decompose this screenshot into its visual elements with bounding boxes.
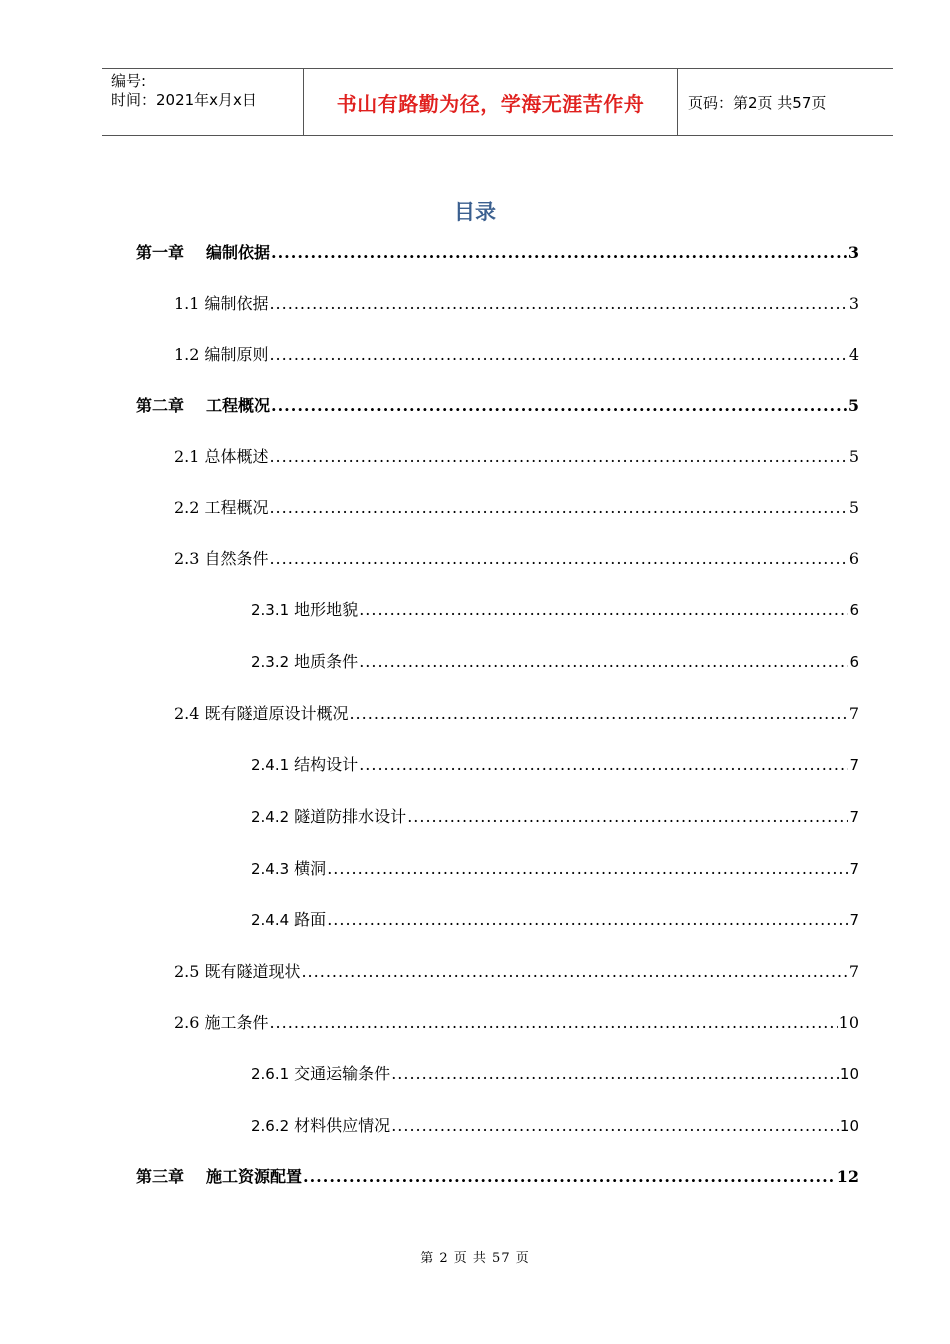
toc-entry-text: 路面 (294, 910, 327, 929)
toc-entry-text: 总体概述 (204, 447, 269, 466)
toc-entry-page: 3 (848, 294, 859, 313)
toc-entry[interactable] (251, 857, 859, 881)
toc-dot-leader (359, 598, 848, 622)
toc-entry[interactable] (251, 805, 859, 829)
toc-entry-number: 2.5 (174, 962, 200, 981)
toc-entry-number: 2.4.1 (251, 756, 290, 774)
toc-entry[interactable] (174, 496, 859, 520)
toc-entry-number: 2.4.3 (251, 860, 290, 878)
toc-entry[interactable] (136, 394, 859, 418)
toc-dot-leader (269, 292, 847, 316)
toc-entry-page: 7 (849, 808, 859, 826)
toc-entry[interactable] (174, 343, 859, 367)
toc-title: 目录 (454, 200, 496, 224)
toc-entry-page: 6 (848, 549, 859, 568)
toc-entry-number: 2.6.2 (251, 1117, 290, 1135)
toc-entry-text: 工程概况 (206, 396, 271, 415)
toc-entry[interactable] (174, 702, 859, 726)
toc-entry[interactable] (251, 908, 859, 932)
toc-dot-leader (349, 702, 847, 726)
toc-entry-page: 7 (849, 756, 859, 774)
toc-entry-text: 既有隧道现状 (204, 962, 301, 981)
toc-entry[interactable] (174, 1011, 859, 1035)
toc-entry-page: 7 (849, 860, 859, 878)
toc-entry-number: 2.6 (174, 1013, 200, 1032)
toc-dot-leader (269, 547, 847, 571)
header-motto-cell (304, 69, 678, 135)
toc-dot-leader (269, 343, 847, 367)
toc-entry-number: 2.6.1 (251, 1065, 290, 1083)
toc-entry[interactable] (251, 1062, 859, 1086)
toc-dot-leader (301, 960, 847, 984)
toc-dot-leader (327, 857, 848, 881)
header-meta-cell (102, 69, 304, 135)
toc-entry-number: 2.4 (174, 704, 200, 723)
toc-entry-page: 7 (849, 911, 859, 929)
toc-entry[interactable] (174, 547, 859, 571)
toc-entry[interactable] (174, 445, 859, 469)
toc-entry-number: 2.4.4 (251, 911, 290, 929)
toc-entry-text: 编制依据 (206, 243, 271, 262)
toc-dot-leader (269, 445, 847, 469)
toc-entry-text: 交通运输条件 (294, 1064, 391, 1083)
toc-entry-text: 编制依据 (204, 294, 269, 313)
toc-entry-page: 10 (839, 1065, 859, 1083)
toc-entry-number: 1.2 (174, 345, 200, 364)
document-time-label: 时间：2021年x月x日 (111, 91, 257, 109)
toc-dot-leader (327, 908, 848, 932)
toc-entry-page: 4 (848, 345, 859, 364)
toc-dot-leader (359, 753, 848, 777)
toc-entry-text: 材料供应情况 (294, 1116, 391, 1135)
toc-entry-page: 5 (848, 447, 859, 466)
header-motto: 书山有路勤为径，学海无涯苦作舟 (336, 91, 645, 116)
toc-entry-page: 7 (848, 962, 859, 981)
toc-entry[interactable] (251, 650, 859, 674)
toc-entry[interactable] (136, 241, 859, 265)
toc-entry-page: 5 (847, 396, 859, 415)
toc-entry-text: 自然条件 (204, 549, 269, 568)
toc-dot-leader (269, 1011, 837, 1035)
toc-dot-leader (359, 650, 848, 674)
page-header (102, 68, 893, 136)
toc-entry-page: 3 (847, 243, 859, 262)
toc-entry-number: 2.3.2 (251, 653, 290, 671)
toc-entry-text: 结构设计 (294, 755, 359, 774)
toc-entry-number: 2.2 (174, 498, 200, 517)
document-code-label: 编号: (111, 72, 147, 90)
toc-entry-text: 既有隧道原设计概况 (204, 704, 349, 723)
toc-entry-page: 10 (839, 1117, 859, 1135)
toc-dot-leader (303, 1165, 836, 1189)
page-footer: 第 2 页 共 57 页 (420, 1251, 530, 1266)
toc-entry-text: 施工资源配置 (206, 1167, 303, 1186)
toc-entry-number: 2.1 (174, 447, 200, 466)
toc-dot-leader (269, 496, 847, 520)
toc-dot-leader (271, 394, 847, 418)
toc-dot-leader (391, 1062, 839, 1086)
toc-entry-text: 横洞 (294, 859, 327, 878)
toc-entry[interactable] (251, 1114, 859, 1138)
toc-entry-number: 第一章 (136, 243, 185, 262)
toc-entry-page: 5 (848, 498, 859, 517)
toc-entry-page: 6 (849, 601, 859, 619)
toc-entry-text: 编制原则 (204, 345, 269, 364)
toc-entry-text: 隧道防排水设计 (294, 807, 407, 826)
toc-entry-text: 施工条件 (204, 1013, 269, 1032)
toc-entry[interactable] (251, 598, 859, 622)
header-page-cell (678, 69, 893, 135)
toc-entry-text: 工程概况 (204, 498, 269, 517)
toc-entry-number: 2.3.1 (251, 601, 290, 619)
toc-entry-text: 地质条件 (294, 652, 359, 671)
toc-entry[interactable] (136, 1165, 859, 1189)
toc-entry-page: 12 (836, 1167, 859, 1186)
toc-entry-number: 2.3 (174, 549, 200, 568)
toc-entry-page: 10 (838, 1013, 859, 1032)
toc-entry[interactable] (174, 292, 859, 316)
toc-entry-text: 地形地貌 (294, 600, 359, 619)
header-page-info: 页码：第2页 共57页 (688, 93, 827, 112)
toc-entry[interactable] (174, 960, 859, 984)
toc-entry-number: 1.1 (174, 294, 200, 313)
toc-entry-number: 第三章 (136, 1167, 185, 1186)
toc-dot-leader (391, 1114, 839, 1138)
toc-entry-number: 2.4.2 (251, 808, 290, 826)
toc-dot-leader (271, 241, 847, 265)
toc-entry-number: 第二章 (136, 396, 185, 415)
toc-dot-leader (407, 805, 848, 829)
toc-entry-page: 7 (848, 704, 859, 723)
toc-entry-page: 6 (849, 653, 859, 671)
toc-entry[interactable] (251, 753, 859, 777)
